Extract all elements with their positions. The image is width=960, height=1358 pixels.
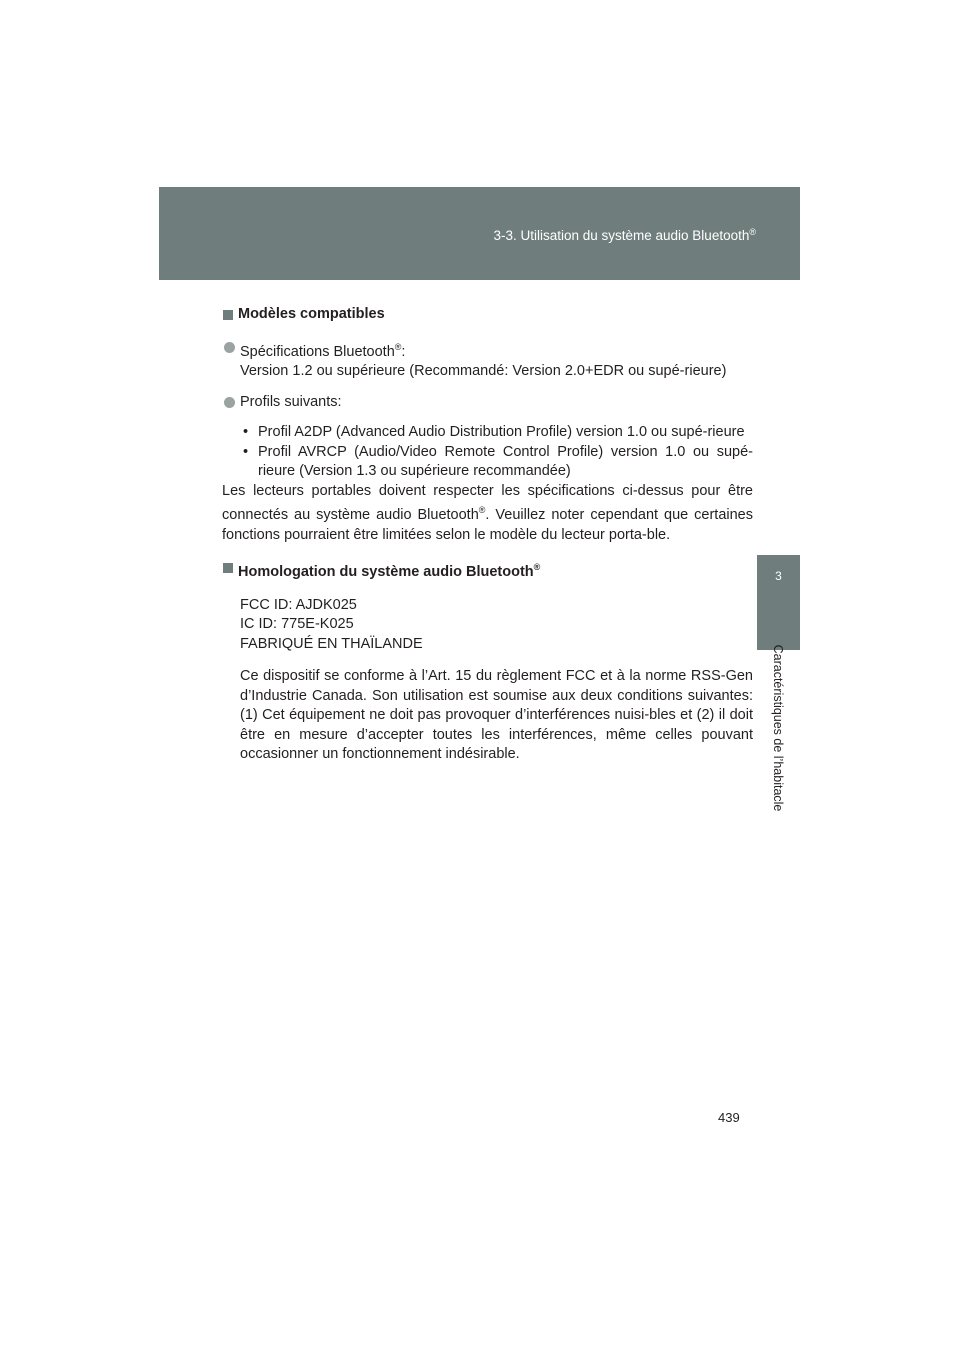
paragraph-text: Les lecteurs portables doivent respecter les spécifications ci-dessus pour être connectés au système audio Bluetooth [222,482,753,523]
certification-ids [240,596,753,655]
fcc-id: FCC ID: AJDK025 [240,596,357,613]
bullet-title [240,338,753,363]
made-in: FABRIQUÉ EN THAÏLANDE [240,635,423,652]
paragraph-text-suffix: . Veuillez noter cependant que certaines fonctions pourraient être limitées selon le modèle du lecteur porta-ble. [222,507,753,543]
profile-list [222,423,753,482]
registered-mark: ® [394,341,402,352]
chapter-number: 3 [775,569,782,583]
registered-mark: ® [478,505,486,515]
section-heading-compatible-models [222,305,753,325]
profile-text: Profil AVRCP (Audio/Video Remote Control Profile) version 1.0 ou supé-rieure (Version 1.3 ou supérieure recommandée) [258,443,753,479]
registered-mark: ® [533,562,541,572]
header-title-text: 3-3. Utilisation du système audio Bluetooth [493,228,750,243]
section-heading-text: Homologation du système audio Bluetooth [238,564,534,580]
square-bullet-icon [223,310,233,320]
header-title-registered: ® [749,227,756,237]
bullet-detail: Version 1.2 ou supérieure (Recommandé: Version 2.0+EDR ou supé-rieure) [240,363,727,379]
bullet-title: Profils suivants: [240,393,342,410]
ic-id: IC ID: 775E-K025 [240,616,354,632]
list-item-bluetooth-spec [222,338,753,382]
list-item-profiles [222,393,753,413]
circle-bullet-icon [224,397,235,408]
square-bullet-icon [223,563,233,573]
dot-marker: • [243,424,249,440]
page-number: 439 [718,1110,740,1125]
bullet-text-suffix: : [401,343,406,360]
header-band [159,187,800,280]
section-heading-certification [222,558,753,583]
fcc-compliance-text: Ce dispositif se conforme à l’Art. 15 du règlement FCC et à la norme RSS-Gen d’Industrie Canada. Son utilisation est soumise aux deux conditions suivantes: (1) Cet équipement ne doit pas provoquer d’interférences nuisi-bles et (2) il doit être en mesure d’accepter toutes les interférences, même celles pouvant occasionner un fonctionnement indésirable. [240,668,753,762]
chapter-label: Caractéristiques de l’habitacle [771,644,785,812]
circle-bullet-icon [224,342,235,353]
chapter-tab [757,555,800,650]
page-content [222,305,753,778]
bullet-text: Spécifications Bluetooth [240,343,395,360]
compatibility-note [222,482,753,546]
list-item-a2dp [240,423,753,443]
list-item-avrcp [240,443,753,482]
certification-block [222,596,753,765]
header-title [493,227,756,243]
dot-marker: • [243,443,249,460]
section-heading-text: Modèles compatibles [238,306,385,322]
profile-text: Profil A2DP (Advanced Audio Distribution Profile) version 1.0 ou supé-rieure [258,424,745,440]
